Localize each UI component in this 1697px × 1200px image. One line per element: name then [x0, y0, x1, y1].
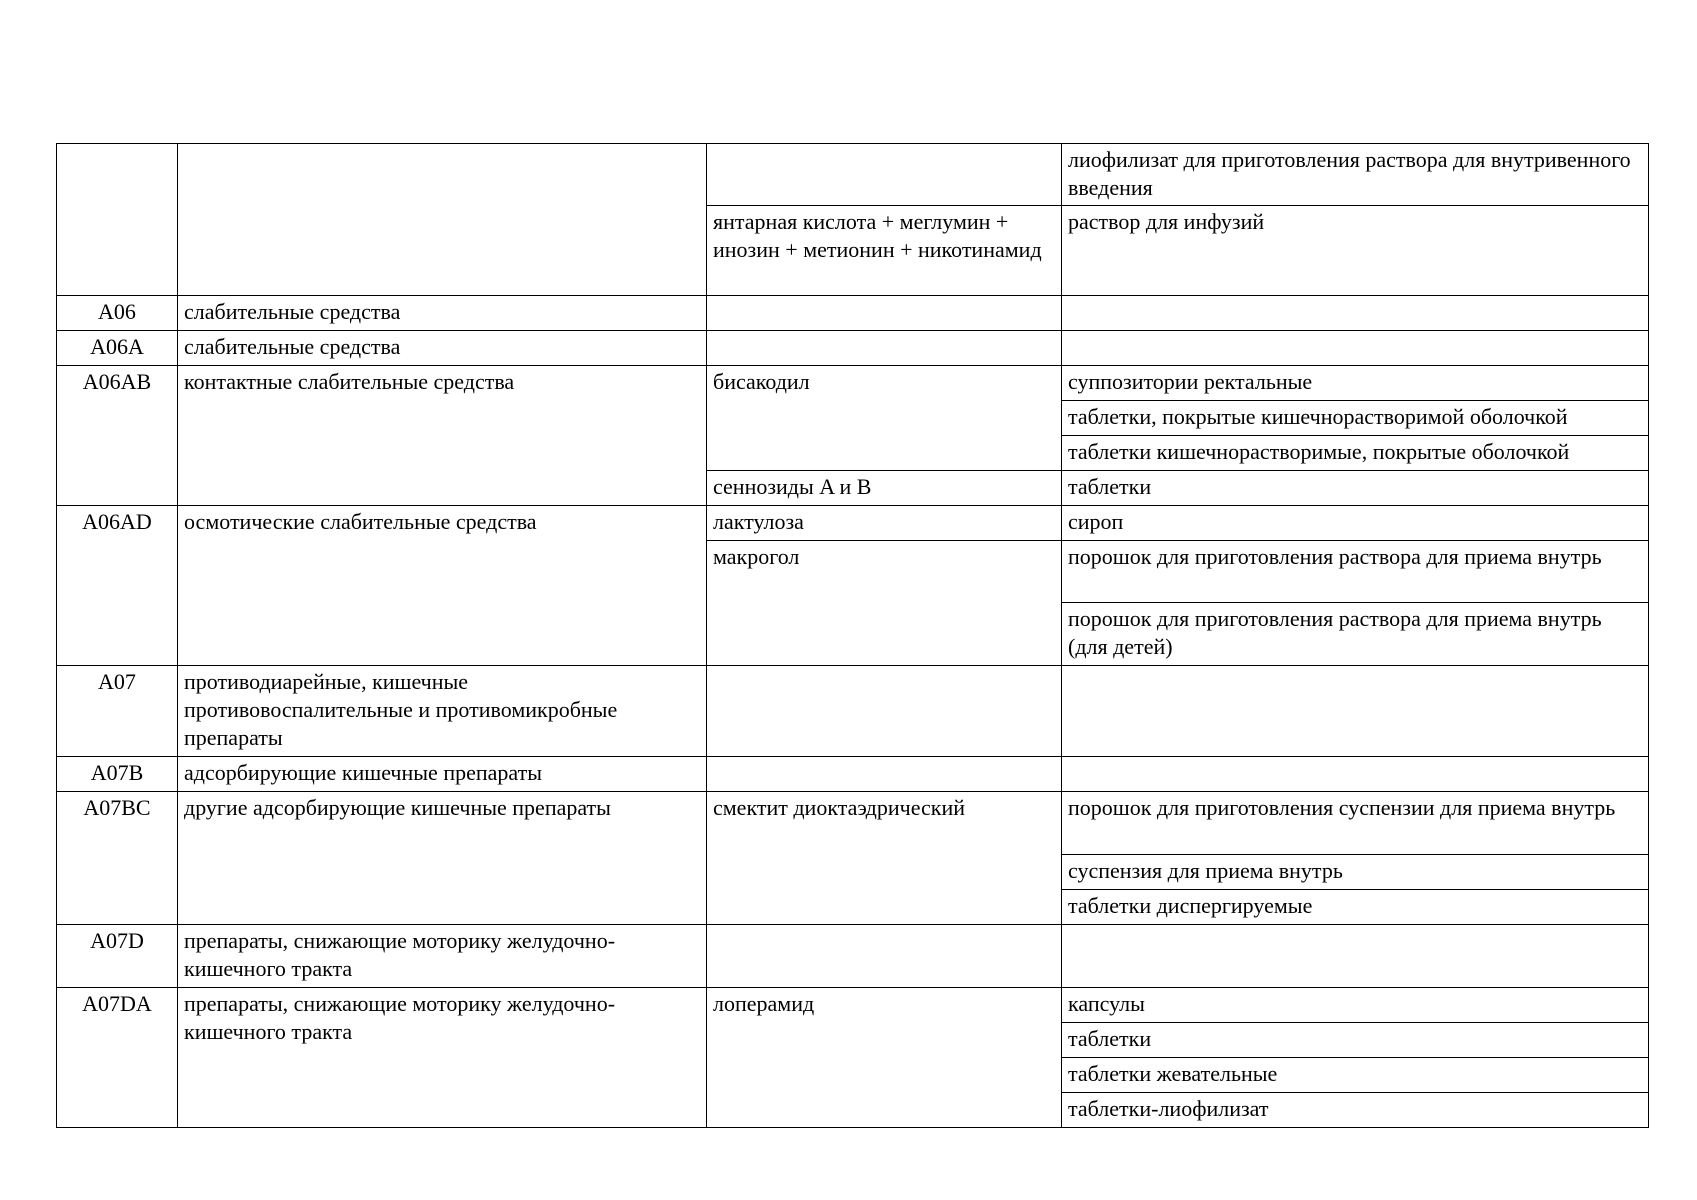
dosage-form-cell: таблетки кишечнорастворимые, покрытые оболочкой	[1062, 436, 1649, 471]
dosage-form-cell: сироп	[1062, 506, 1649, 541]
atc-group-cell: слабительные средства	[178, 331, 707, 366]
substance-cell: янтарная кислота + меглумин + инозин + метионин + никотинамид	[707, 206, 1062, 296]
atc-code-cell: A06A	[57, 331, 178, 366]
dosage-form-cell: таблетки	[1062, 471, 1649, 506]
medication-table	[56, 143, 1649, 1128]
substance-cell	[707, 757, 1062, 792]
table-row	[57, 144, 1649, 206]
atc-group-cell: контактные слабительные средства	[178, 366, 707, 506]
table-row	[57, 331, 1649, 366]
dosage-form-cell: порошок для приготовления раствора для приема внутрь (для детей)	[1062, 603, 1649, 666]
dosage-form-cell: таблетки	[1062, 1023, 1649, 1058]
dosage-form-cell: таблетки-лиофилизат	[1062, 1093, 1649, 1128]
dosage-form-cell	[1062, 331, 1649, 366]
dosage-form-cell: порошок для приготовления раствора для приема внутрь	[1062, 541, 1649, 603]
dosage-form-cell: таблетки жевательные	[1062, 1058, 1649, 1093]
dosage-form-cell: лиофилизат для приготовления раствора для внутривенного введения	[1062, 144, 1649, 206]
atc-code-cell: A06AD	[57, 506, 178, 666]
dosage-form-cell: суппозитории ректальные	[1062, 366, 1649, 401]
atc-code-cell: A07	[57, 666, 178, 757]
dosage-form-cell: капсулы	[1062, 988, 1649, 1023]
table-row	[57, 792, 1649, 855]
atc-group-cell: препараты, снижающие моторику желудочно-кишечного тракта	[178, 925, 707, 988]
dosage-form-cell: таблетки, покрытые кишечнорастворимой оболочкой	[1062, 401, 1649, 436]
dosage-form-cell: раствор для инфузий	[1062, 206, 1649, 296]
atc-code-cell: A07D	[57, 925, 178, 988]
substance-cell	[707, 925, 1062, 988]
substance-cell: сеннозиды A и B	[707, 471, 1062, 506]
substance-cell	[707, 666, 1062, 757]
table-row	[57, 988, 1649, 1023]
table-row	[57, 757, 1649, 792]
dosage-form-cell	[1062, 925, 1649, 988]
substance-cell	[707, 296, 1062, 331]
atc-group-cell: противодиарейные, кишечные противовоспалительные и противомикробные препараты	[178, 666, 707, 757]
dosage-form-cell: таблетки диспергируемые	[1062, 890, 1649, 925]
atc-code-cell: A07B	[57, 757, 178, 792]
table-row	[57, 296, 1649, 331]
table-row	[57, 366, 1649, 401]
dosage-form-cell: суспензия для приема внутрь	[1062, 855, 1649, 890]
atc-code-cell: A07BC	[57, 792, 178, 925]
substance-cell	[707, 331, 1062, 366]
atc-group-cell: адсорбирующие кишечные препараты	[178, 757, 707, 792]
atc-group-cell: другие адсорбирующие кишечные препараты	[178, 792, 707, 925]
atc-code-cell	[57, 144, 178, 296]
atc-code-cell: A06AB	[57, 366, 178, 506]
substance-cell: макрогол	[707, 541, 1062, 666]
substance-cell: лоперамид	[707, 988, 1062, 1128]
atc-group-cell: слабительные средства	[178, 296, 707, 331]
table-row	[57, 506, 1649, 541]
atc-group-cell: осмотические слабительные средства	[178, 506, 707, 666]
substance-cell: смектит диоктаэдрический	[707, 792, 1062, 925]
dosage-form-cell	[1062, 757, 1649, 792]
substance-cell: лактулоза	[707, 506, 1062, 541]
table-row	[57, 925, 1649, 988]
substance-cell	[707, 144, 1062, 206]
atc-group-cell	[178, 144, 707, 296]
table-row	[57, 666, 1649, 757]
atc-code-cell: A06	[57, 296, 178, 331]
atc-code-cell: A07DA	[57, 988, 178, 1128]
atc-group-cell: препараты, снижающие моторику желудочно-кишечного тракта	[178, 988, 707, 1128]
dosage-form-cell	[1062, 296, 1649, 331]
dosage-form-cell	[1062, 666, 1649, 757]
substance-cell: бисакодил	[707, 366, 1062, 471]
dosage-form-cell: порошок для приготовления суспензии для приема внутрь	[1062, 792, 1649, 855]
